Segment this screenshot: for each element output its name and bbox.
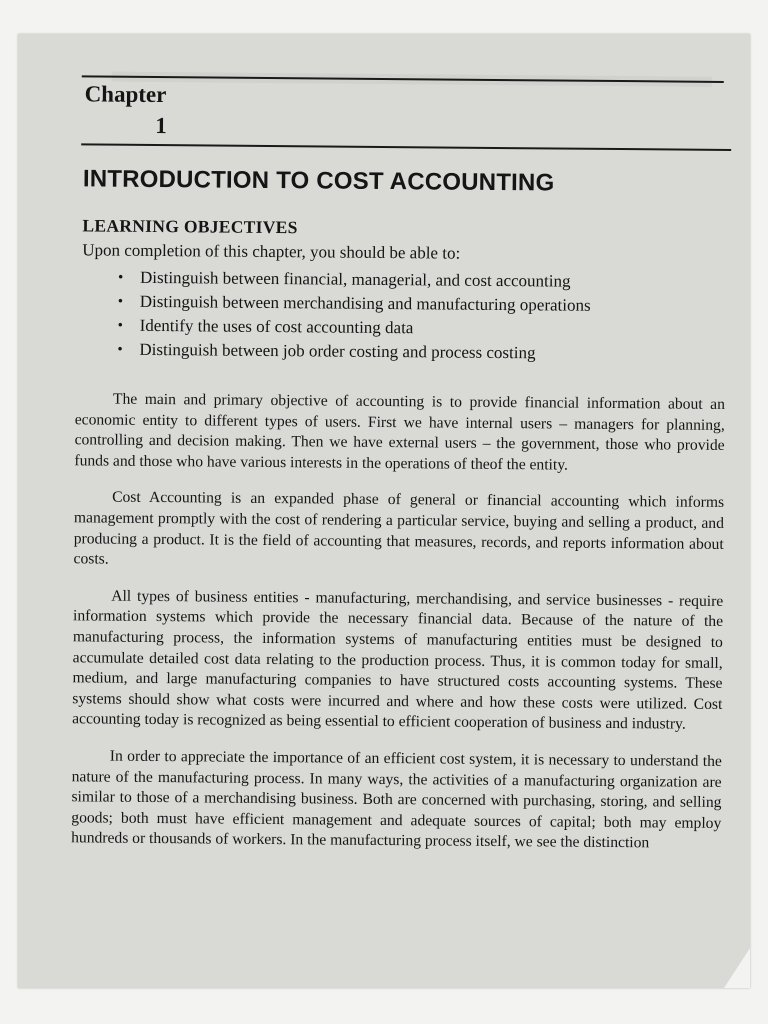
body-paragraph: Cost Accounting is an expanded phase of general or financial accounting which informs management promptly with the cost of rendering a particular service, buying and selling a product, and producing a product. It is the field of accounting that measures, records, and reports information about costs. <box>73 489 725 568</box>
objective-text: Distinguish between financial, managerial, and cost accounting <box>139 267 571 291</box>
chapter-label: Chapter <box>84 81 167 108</box>
chapter-number: 1 <box>155 112 167 139</box>
bullet-icon: • <box>117 341 123 358</box>
bullet-icon: • <box>117 317 123 334</box>
body-paragraph: The main and primary objective of accounting is to provide financial information about an economic entity to different types of users. First we have internal users – managers for planning, controlling and decision making. Then we have external users – the government, those who provide funds and those who have various interests in the operations of theof the entity. <box>74 390 726 474</box>
objective-item <box>81 337 721 367</box>
page-content <box>14 31 754 991</box>
bullet-icon: • <box>117 293 124 310</box>
torn-corner <box>724 948 750 988</box>
objective-text: Identify the uses of cost accounting data <box>139 315 414 338</box>
chapter-rule <box>81 143 731 151</box>
body-paragraph: All types of business entities - manufacturing, merchandising, and service businesses - require information systems which provide the necessary financial data. Because of the nature of the manufacturing process, the information systems of manufacturing entities must be designed to accumulate detailed cost data relating to the production process. Thus, it is common today for small, medium, and large manufacturing companies to have structured costs accounting systems. These systems should show what costs were incurred and where and how these costs were utilized. Cost accounting today is recognized as being essential to efficient cooperation of business and industry. <box>72 587 724 733</box>
body-paragraph: In order to appreciate the importance of an efficient cost system, it is necessary to understand the nature of the manufacturing process. In many ways, the activities of a manufacturing organization are similar to those of a merchandising business. Both are concerned with purchasing, storing, and selling goods; both must have efficient management and adequate sources of capital; both may employ hundreds or thousands of workers. In the manufacturing process itself, we see the distinction <box>71 747 722 852</box>
scanned-page <box>18 34 750 988</box>
body-text <box>71 389 725 871</box>
learning-objectives-list <box>81 265 722 367</box>
objective-text: Distinguish between merchandising and manufacturing operations <box>139 291 591 315</box>
bullet-icon: • <box>117 269 124 286</box>
learning-objectives-intro: Upon completion of this chapter, you should be able to: <box>82 240 461 263</box>
chapter-title: INTRODUCTION TO COST ACCOUNTING <box>82 165 555 197</box>
learning-objectives-heading: LEARNING OBJECTIVES <box>82 215 298 238</box>
objective-text: Distinguish between job order costing and process costing <box>139 339 536 363</box>
